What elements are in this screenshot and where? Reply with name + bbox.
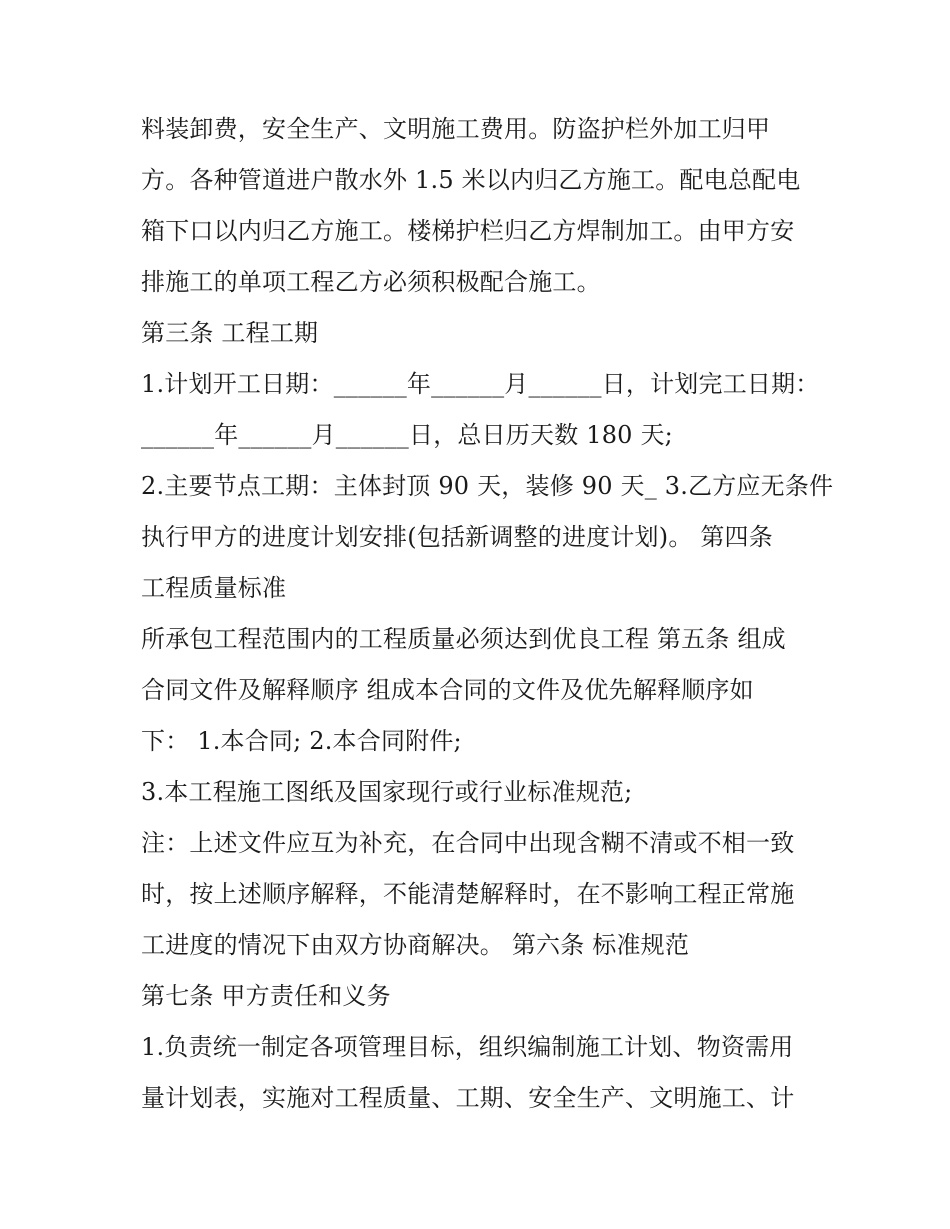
text-line: 量计划表，实施对工程质量、工期、安全生产、文明施工、计 — [141, 1084, 795, 1112]
text-line: 下： 1.本合同; 2.本合同附件; — [141, 727, 462, 755]
text-line: 排施工的单项工程乙方必须积极配合施工。 — [141, 268, 601, 296]
text-line: 1.计划开工日期：______年______月______日，计划完工日期： — [141, 370, 820, 398]
text-line: 1.负责统一制定各项管理目标，组织编制施工计划、物资需用 — [141, 1033, 794, 1061]
contract-text — [141, 108, 834, 1128]
section-heading: 工程质量标准 — [141, 574, 287, 602]
section-heading: 第三条 工程工期 — [141, 319, 319, 347]
text-line: 注：上述文件应互为补充，在合同中出现含糊不清或不相一致 — [141, 829, 795, 857]
text-line: 箱下口以内归乙方施工。楼梯护栏归乙方焊制加工。由甲方安 — [141, 217, 795, 245]
text-line: 2.主要节点工期：主体封顶 90 天，装修 90 天_ 3.乙方应无条件 — [141, 472, 834, 500]
text-line: 时，按上述顺序解释，不能清楚解释时，在不影响工程正常施 — [141, 880, 795, 908]
section-heading: 第七条 甲方责任和义务 — [141, 982, 391, 1010]
text-line: 料装卸费，安全生产、文明施工费用。防盗护栏外加工归甲 — [141, 115, 771, 143]
text-line: 执行甲方的进度计划安排(包括新调整的进度计划)。 第四条 — [141, 523, 773, 551]
text-line: 方。各种管道进户散水外 1.5 米以内归乙方施工。配电总配电 — [141, 166, 801, 194]
text-line: 工进度的情况下由双方协商解决。 第六条 标准规范 — [141, 931, 690, 959]
text-line: 合同文件及解释顺序 组成本合同的文件及优先解释顺序如 — [141, 676, 754, 704]
text-line: ______年______月______日，总日历天数 180 天; — [141, 421, 673, 449]
text-line: 3.本工程施工图纸及国家现行或行业标准规范; — [141, 778, 633, 806]
text-line: 所承包工程范围内的工程质量必须达到优良工程 第五条 组成 — [141, 625, 786, 653]
